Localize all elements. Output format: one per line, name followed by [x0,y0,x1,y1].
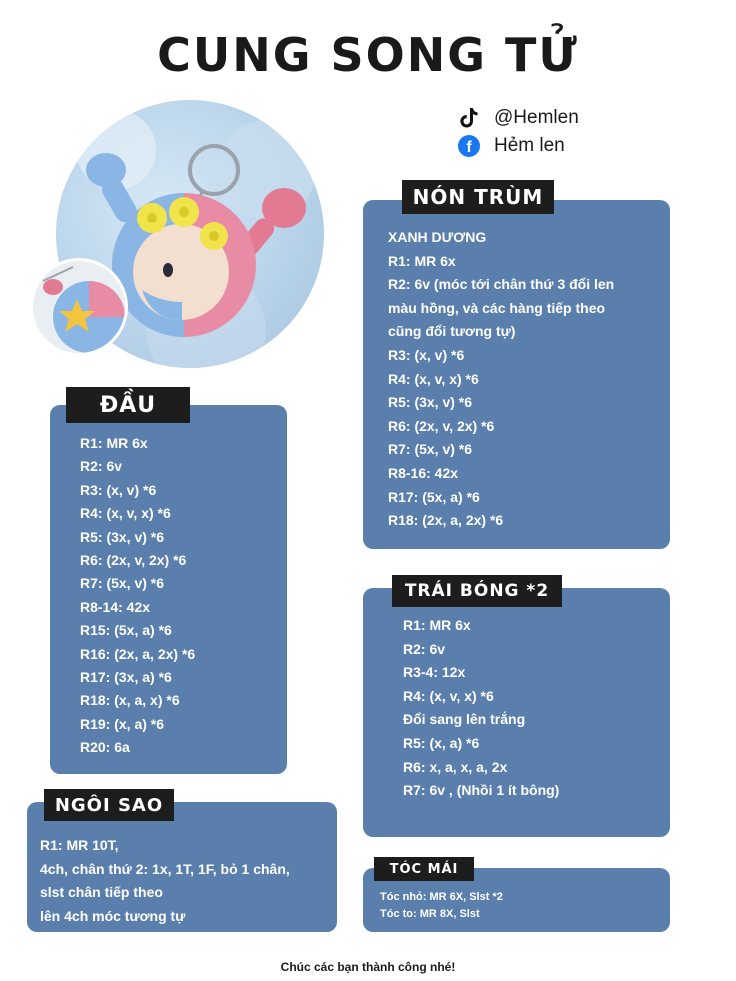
tiktok-icon [458,107,480,129]
instruction-line: R5: (x, a) *6 [403,734,480,751]
instruction-line: R8-14: 42x [80,598,151,615]
instruction-line: R7: (5x, v) *6 [388,441,473,458]
toc-mai-heading: TÓC MÁI [374,857,474,881]
instruction-line: R2: 6v [80,458,123,475]
non-trum-heading: NÓN TRÙM [402,180,554,214]
instruction-line: R17: (5x, a) *6 [388,488,480,505]
instruction-line: R20: 6a [80,739,130,756]
dau-heading: ĐẦU [66,387,190,423]
instruction-line: R6: (2x, v, 2x) *6 [388,417,495,434]
instruction-line: R4: (x, v, x) *6 [80,505,171,522]
page-title: CUNG SONG TỬ [157,28,579,82]
instruction-line: Tóc nhỏ: MR 6X, Slst *2 [380,891,503,903]
dau-lines [80,432,195,760]
ngoi-sao-heading: NGÔI SAO [44,789,174,821]
instruction-line: Tóc to: MR 8X, Slst [380,908,480,920]
instruction-line: R8-16: 42x [388,464,459,481]
trai-bong-heading: TRÁI BÓNG *2 [392,575,562,607]
instruction-line: cũng đổi tương tự) [388,323,516,340]
facebook-row[interactable] [458,132,579,160]
instruction-line: R5: (3x, v) *6 [388,394,473,411]
instruction-line: R15: (5x, a) *6 [80,622,172,639]
instruction-line: R1: MR 6x [80,435,148,451]
ngoi-sao-lines [40,834,290,928]
instruction-line: R2: 6v [403,640,446,657]
footer-message: Chúc các bạn thành công nhé! [280,960,456,974]
product-photo-inset [30,258,128,356]
instruction-line: R3: (x, v) *6 [388,346,465,363]
instruction-line: màu hồng, và các hàng tiếp theo [388,299,606,316]
tiktok-handle: @Hemlen [494,107,579,128]
instruction-line: 4ch, chân thứ 2: 1x, 1T, 1F, bỏ 1 chân, [40,860,290,877]
instruction-line: R2: 6v (móc tới chân thứ 3 đổi len [388,276,615,293]
instruction-line: R16: (2x, a, 2x) *6 [80,645,196,662]
instruction-line: R3: (x, v) *6 [80,481,157,498]
trai-bong-lines [403,614,559,803]
toc-mai-lines [380,889,503,923]
non-trum-lines [388,226,614,533]
instruction-line: lên 4ch móc tương tự [40,907,186,924]
instruction-line: Đổi sang lên trắng [403,711,526,728]
instruction-line: XANH DƯƠNG [388,229,487,245]
instruction-line: R3-4: 12x [403,664,466,681]
instruction-line: R4: (x, v, x) *6 [403,687,494,704]
instruction-line: R7: (5x, v) *6 [80,575,165,592]
instruction-line: R7: 6v , (Nhồi 1 ít bông) [403,782,560,799]
tiktok-row[interactable] [458,104,579,132]
instruction-line: R4: (x, v, x) *6 [388,370,479,387]
instruction-line: R6: (2x, v, 2x) *6 [80,552,187,569]
instruction-line: R1: MR 6x [403,617,471,633]
instruction-line: R17: (3x, a) *6 [80,669,172,686]
facebook-name: Hẻm len [494,135,565,156]
instruction-line: R1: MR 10T, [40,837,119,853]
social-links [458,104,579,160]
instruction-line: R19: (x, a) *6 [80,715,165,732]
instruction-line: R1: MR 6x [388,252,456,269]
instruction-line: slst chân tiếp theo [40,884,163,901]
instruction-line: R18: (x, a, x) *6 [80,692,180,709]
instruction-line: R5: (3x, v) *6 [80,528,165,545]
facebook-icon: f [458,135,480,157]
instruction-line: R6: x, a, x, a, 2x [403,758,508,775]
instruction-line: R18: (2x, a, 2x) *6 [388,512,504,529]
